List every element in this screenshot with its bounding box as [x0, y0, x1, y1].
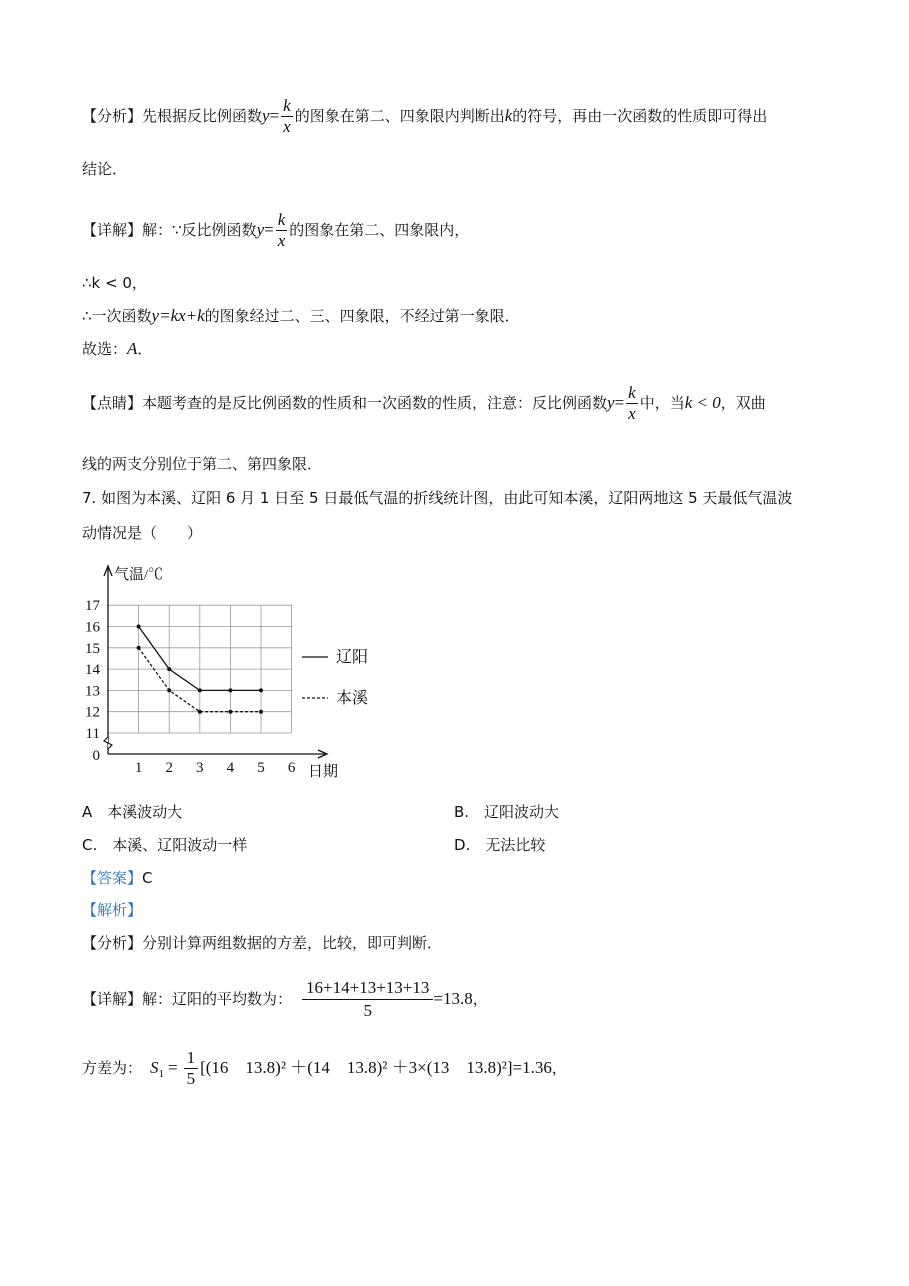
y-axis-title: 气温/℃ [114, 567, 164, 583]
x-tick-label: 1 [134, 760, 143, 776]
detail1-line4-b: ． [137, 340, 153, 358]
data-point [167, 667, 171, 671]
data-point [137, 646, 141, 650]
detail1-line3-a: ∴一次函数 [82, 307, 152, 325]
y-tick-label: 14 [85, 662, 100, 679]
detail1-y: y [256, 220, 265, 239]
x-tick-label: 5 [257, 760, 265, 776]
legend-label: 本溪 [336, 690, 369, 707]
analysis1-line1 [82, 96, 767, 137]
analysis1-y: y [262, 106, 270, 125]
analysis1-line2: 结论． [82, 160, 128, 178]
option-b[interactable]: B. 辽阳波动大 [454, 803, 560, 821]
fraction-numerator: k [283, 96, 291, 115]
y-tick-label: 17 [85, 598, 100, 615]
fraction-denominator: x [628, 404, 636, 423]
detail2-text: 解：辽阳的平均数为： [142, 990, 293, 1008]
chart-labels [85, 566, 368, 780]
fraction-denominator: x [277, 231, 286, 250]
axis-break-mark [104, 737, 112, 749]
detail1-line3-math: y=kx+k [151, 306, 205, 325]
data-point [228, 710, 232, 714]
option-a[interactable]: A 本溪波动大 [82, 803, 183, 821]
detail1-text-1: 解：∵反比例函数 [142, 221, 257, 239]
detail1-line4 [82, 338, 152, 360]
data-point [167, 688, 171, 692]
y-tick-label: 16 [85, 619, 100, 636]
question7-line2: 动情况是（ ） [82, 524, 203, 542]
answer-line [82, 867, 153, 889]
solution-label: 【解析】 [82, 901, 143, 919]
mean-denominator: 5 [363, 1001, 372, 1020]
variance-subscript: 1 [158, 1068, 165, 1080]
detail1-line4-a: 故选： [82, 340, 128, 358]
variance-label: 方差为： [82, 1059, 143, 1077]
analysis1-fraction [281, 96, 293, 137]
y-tick-label: 11 [85, 726, 100, 742]
analysis2-label: 【分析】 [82, 934, 143, 952]
chart-grid [108, 605, 292, 733]
x-axis-title: 日期 [308, 764, 339, 780]
comment1-label: 【点睛】 [82, 394, 143, 412]
y-tick-label: 13 [85, 683, 100, 700]
comment1-fraction [626, 383, 638, 424]
option-c[interactable]: C. 本溪、辽阳波动一样 [82, 836, 248, 854]
variance-symbol: S [150, 1058, 159, 1077]
detail1-eq: = [264, 220, 274, 239]
data-point [198, 710, 202, 714]
y-tick-label: 15 [85, 640, 100, 657]
analysis1-label: 【分析】 [82, 107, 143, 125]
option-d[interactable]: D. 无法比较 [454, 836, 546, 854]
analysis2-text: 分别计算两组数据的方差，比较，即可判断． [142, 934, 443, 952]
variance-tail: ， [551, 1059, 567, 1077]
variance-body: [(16 13.8)² ＋(14 13.8)² ＋3×(13 13.8)²] [200, 1058, 513, 1077]
detail2-label: 【详解】 [82, 990, 143, 1008]
data-point [259, 710, 263, 714]
chart-axes [104, 566, 327, 758]
detail2-line [82, 977, 488, 1022]
x-tick-label: 4 [226, 760, 235, 776]
fraction-numerator: k [628, 383, 636, 402]
fraction-denominator: x [283, 117, 291, 136]
analysis1-k: k [504, 106, 513, 125]
analysis1-text-2: 的图象在第二、四象限内判断出 [294, 107, 505, 125]
y-tick-label: 0 [92, 748, 100, 764]
detail1-line2: ∴k < 0， [82, 274, 147, 292]
temperature-line-chart [80, 558, 400, 788]
y-tick-label: 12 [85, 704, 100, 721]
x-tick-label: 3 [196, 760, 204, 776]
variance-eq: = [168, 1058, 178, 1077]
comment1-y: y [607, 393, 615, 412]
mean-numerator: 16+14+13+13+13 [302, 977, 433, 1000]
answer-label: 【答案】 [82, 869, 143, 887]
detail1-fraction [276, 210, 288, 251]
analysis1-text-1: 先根据反比例函数 [142, 107, 263, 125]
comment1-text-2: 中，当 [639, 394, 685, 412]
variance-frac-num: 1 [184, 1048, 199, 1069]
detail1-line3-b: 的图象经过二、三、四象限，不经过第一象限． [204, 307, 520, 325]
analysis2-line [82, 932, 442, 954]
detail1-line3 [82, 305, 520, 327]
variance-fraction [184, 1048, 199, 1089]
mean-tail: ， [472, 990, 488, 1008]
answer-value: C [142, 869, 153, 887]
variance-line [82, 1044, 567, 1098]
variance-frac-den: 5 [186, 1069, 196, 1088]
question7-line1: 7. 如图为本溪、辽阳 6 月 1 日至 5 日最低气温的折线统计图，由此可知本溪，辽阳两地这 5 天最低气温波 [82, 489, 793, 507]
legend-label: 辽阳 [336, 649, 369, 666]
comment1-k-condition: k < 0 [684, 393, 721, 412]
data-point [228, 688, 232, 692]
comment1-text-4: ，双曲 [720, 394, 766, 412]
comment1-eq: = [614, 393, 625, 412]
detail1-line4-math: A [127, 339, 138, 358]
variance-result: =1.36 [512, 1058, 552, 1077]
comment1-text-1: 本题考查的是反比例函数的性质和一次函数的性质，注意：反比例函数 [142, 394, 608, 412]
detail1-label: 【详解】 [82, 221, 143, 239]
comment1-line2: 线的两支分别位于第二、第四象限． [82, 455, 323, 473]
x-tick-label: 2 [165, 760, 173, 776]
mean-fraction [302, 977, 433, 1022]
fraction-numerator: k [277, 210, 286, 229]
analysis1-eq: = [269, 106, 280, 125]
comment1-line1 [82, 383, 766, 424]
analysis1-text-3: 的符号，再由一次函数的性质即可得出 [512, 107, 768, 125]
data-point [259, 688, 263, 692]
detail1-text-2: 的图象在第二、四象限内， [289, 221, 470, 239]
data-point [137, 625, 141, 629]
detail1-line1 [82, 210, 469, 251]
x-tick-label: 6 [287, 760, 296, 776]
data-point [198, 688, 202, 692]
mean-result: =13.8 [433, 989, 473, 1008]
